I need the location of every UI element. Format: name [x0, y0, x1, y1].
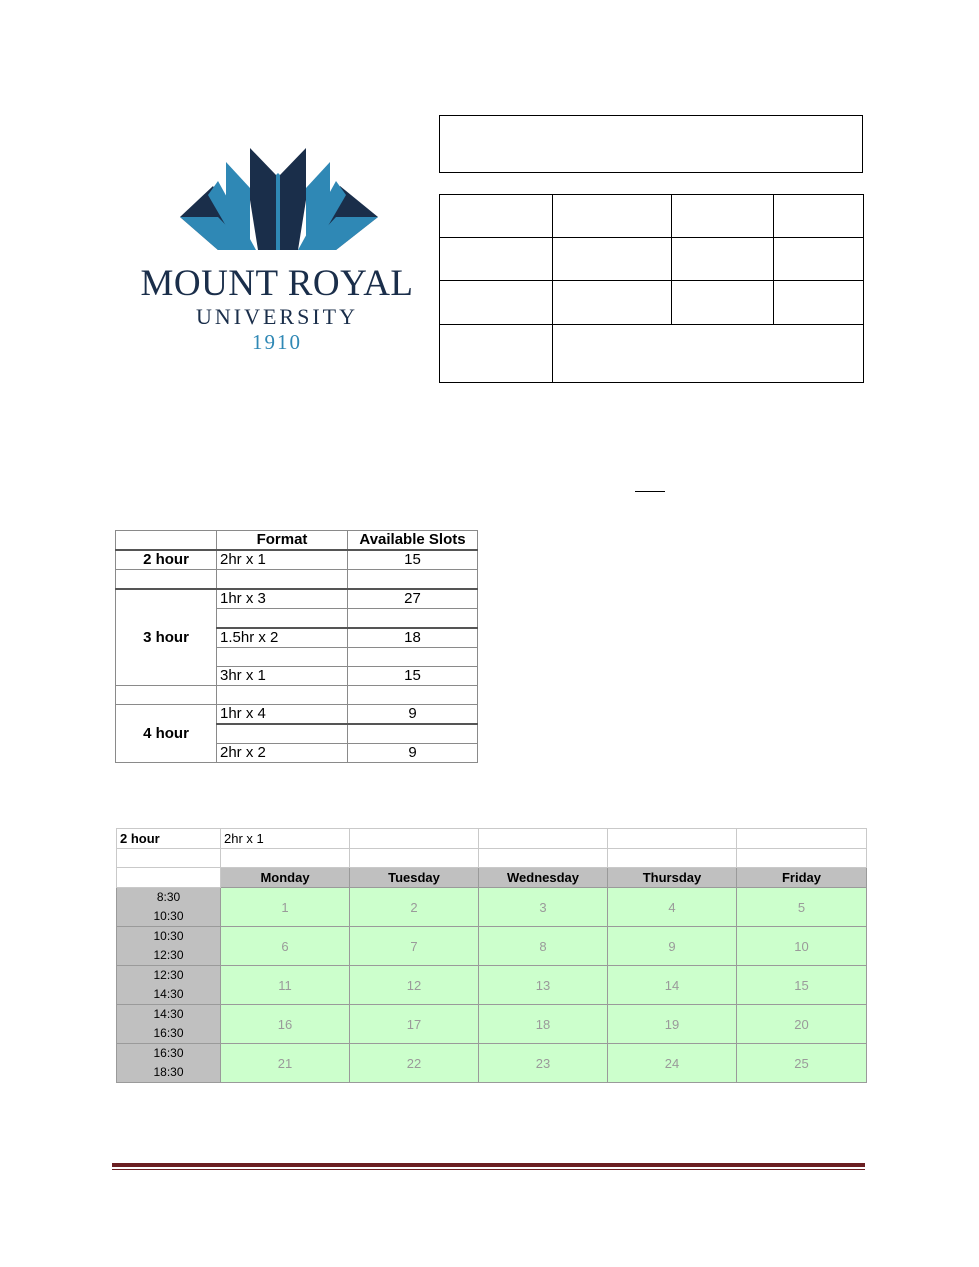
blank-cell [737, 829, 867, 849]
info-grid [439, 194, 864, 383]
underline-mark [635, 491, 665, 492]
info-cell [774, 238, 864, 281]
time-cell [117, 966, 221, 1005]
table-row [116, 589, 478, 609]
time-start: 12:30 [153, 968, 184, 982]
time-start: 10:30 [153, 929, 184, 943]
logo-name: MOUNT ROYAL [140, 263, 414, 304]
slots-cell: 9 [348, 705, 478, 725]
logo-mark-icon [118, 140, 436, 260]
slots-cell: 27 [348, 589, 478, 609]
slot-cell[interactable]: 8 [479, 927, 608, 966]
slot-cell[interactable]: 13 [479, 966, 608, 1005]
logo-subtitle: UNIVERSITY [196, 304, 358, 329]
blank-cell [608, 829, 737, 849]
footer-rule [112, 1163, 865, 1167]
schedule-label: 2 hour [117, 829, 221, 849]
format-cell: 2hr x 2 [217, 744, 348, 763]
group-label: 3 hour [116, 589, 217, 686]
group-label: 4 hour [116, 705, 217, 763]
time-row [117, 1044, 867, 1083]
day-header: Thursday [608, 868, 737, 888]
blank-cell [217, 686, 348, 705]
time-end: 14:30 [153, 987, 184, 1001]
format-cell: 1hr x 4 [217, 705, 348, 725]
day-header: Friday [737, 868, 867, 888]
time-cell [117, 1044, 221, 1083]
slot-cell[interactable]: 21 [221, 1044, 350, 1083]
blank-cell [350, 849, 479, 868]
slot-cell[interactable]: 7 [350, 927, 479, 966]
info-cell [672, 238, 774, 281]
slot-cell[interactable]: 6 [221, 927, 350, 966]
time-cell [117, 888, 221, 927]
format-cell: 3hr x 1 [217, 667, 348, 686]
table-row [116, 550, 478, 570]
title-box [439, 115, 863, 173]
info-cell [672, 195, 774, 238]
blank-cell [116, 686, 217, 705]
info-cell [440, 195, 553, 238]
blank-cell [217, 609, 348, 629]
logo-year: 1910 [252, 330, 302, 354]
time-end: 10:30 [153, 909, 184, 923]
info-cell [440, 281, 553, 325]
time-end: 18:30 [153, 1065, 184, 1079]
slot-cell[interactable]: 11 [221, 966, 350, 1005]
blank-cell [479, 829, 608, 849]
group-label: 2 hour [116, 550, 217, 570]
slot-cell[interactable]: 23 [479, 1044, 608, 1083]
slot-cell[interactable]: 10 [737, 927, 867, 966]
slot-cell[interactable]: 5 [737, 888, 867, 927]
slot-cell[interactable]: 2 [350, 888, 479, 927]
info-cell [774, 195, 864, 238]
footer-rule-thin [112, 1169, 865, 1170]
time-row [117, 927, 867, 966]
blank-cell [117, 868, 221, 888]
time-cell [117, 1005, 221, 1044]
blank-cell [348, 686, 478, 705]
info-cell [774, 281, 864, 325]
time-start: 16:30 [153, 1046, 184, 1060]
time-end: 16:30 [153, 1026, 184, 1040]
blank-cell [348, 609, 478, 629]
slot-cell[interactable]: 19 [608, 1005, 737, 1044]
info-cell [672, 281, 774, 325]
format-header: Format [217, 531, 348, 551]
blank-cell [479, 849, 608, 868]
format-table-corner [116, 531, 217, 551]
format-cell: 1hr x 3 [217, 589, 348, 609]
slot-cell[interactable]: 4 [608, 888, 737, 927]
time-row [117, 888, 867, 927]
university-logo [118, 140, 436, 360]
schedule-grid [116, 828, 867, 1083]
time-row [117, 1005, 867, 1044]
slot-cell[interactable]: 24 [608, 1044, 737, 1083]
blank-cell [737, 849, 867, 868]
slots-cell: 9 [348, 744, 478, 763]
slot-cell[interactable]: 15 [737, 966, 867, 1005]
info-cell [553, 238, 672, 281]
time-start: 8:30 [156, 890, 181, 904]
time-row [117, 966, 867, 1005]
slot-cell[interactable]: 1 [221, 888, 350, 927]
format-table [115, 530, 478, 763]
blank-cell [350, 829, 479, 849]
time-cell [117, 927, 221, 966]
blank-cell [608, 849, 737, 868]
slot-cell[interactable]: 17 [350, 1005, 479, 1044]
info-cell [553, 281, 672, 325]
slots-header: Available Slots [348, 531, 478, 551]
info-cell [440, 325, 553, 383]
slot-cell[interactable]: 25 [737, 1044, 867, 1083]
blank-cell [348, 648, 478, 667]
format-cell: 2hr x 1 [217, 550, 348, 570]
schedule-format: 2hr x 1 [221, 829, 350, 849]
slot-cell[interactable]: 9 [608, 927, 737, 966]
blank-cell [217, 648, 348, 667]
time-end: 12:30 [153, 948, 184, 962]
time-start: 14:30 [153, 1007, 184, 1021]
info-cell [440, 238, 553, 281]
table-row [116, 570, 478, 590]
slot-cell[interactable]: 18 [479, 1005, 608, 1044]
slot-cell[interactable]: 20 [737, 1005, 867, 1044]
blank-cell [116, 570, 217, 590]
table-row [116, 705, 478, 725]
blank-cell [348, 570, 478, 590]
format-cell: 1.5hr x 2 [217, 628, 348, 648]
day-header: Tuesday [350, 868, 479, 888]
day-header: Wednesday [479, 868, 608, 888]
slot-cell[interactable]: 14 [608, 966, 737, 1005]
blank-cell [117, 849, 221, 868]
slot-cell[interactable]: 12 [350, 966, 479, 1005]
blank-cell [221, 849, 350, 868]
slots-cell: 15 [348, 667, 478, 686]
table-row [116, 686, 478, 705]
slot-cell[interactable]: 3 [479, 888, 608, 927]
blank-cell [348, 724, 478, 744]
info-cell-wide [553, 325, 864, 383]
slots-cell: 15 [348, 550, 478, 570]
slot-cell[interactable]: 22 [350, 1044, 479, 1083]
slots-cell: 18 [348, 628, 478, 648]
day-header: Monday [221, 868, 350, 888]
info-cell [553, 195, 672, 238]
blank-cell [217, 570, 348, 590]
blank-cell [217, 724, 348, 744]
slot-cell[interactable]: 16 [221, 1005, 350, 1044]
